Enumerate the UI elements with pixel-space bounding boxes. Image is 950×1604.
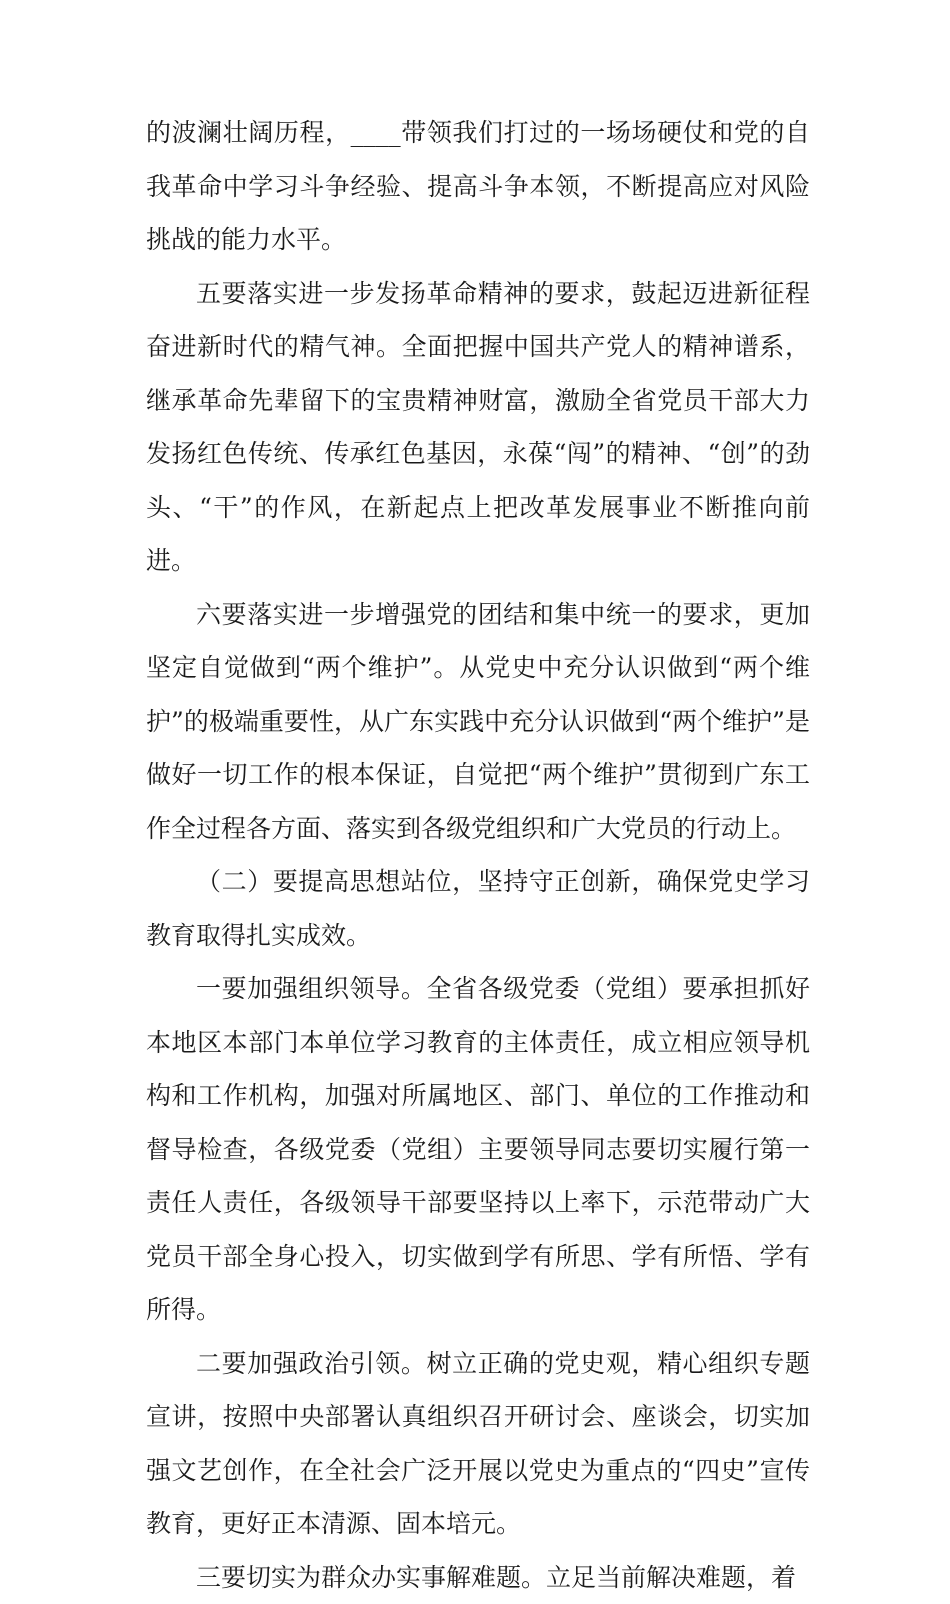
paragraph-organization-leadership: 一要加强组织领导。全省各级党委（党组）要承担抓好本地区本部门本单位学习教育的主体责任，成立相应领导机构和工作机构，加强对所属地区、部门、单位的工作推动和督导检查，各级党委（党组）主要领导同志要切实履行第一责任人责任，各级领导干部要坚持以上率下，示范带动广大党员干部全身心投入，切实做到学有所思、学有所悟、学有所得。 [146, 962, 810, 1337]
section-heading-two: （二）要提高思想站位，坚持守正创新，确保党史学习教育取得扎实成效。 [146, 855, 810, 962]
paragraph-political-guidance: 二要加强政治引领。树立正确的党史观，精心组织专题宣讲，按照中央部署认真组织召开研讨会、座谈会，切实加强文艺创作，在全社会广泛开展以党史为重点的“四史”宣传教育，更好正本清源、固本培元。 [146, 1337, 810, 1551]
paragraph-history-course: 的波澜壮阔历程，____带领我们打过的一场场硬仗和党的自我革命中学习斗争经验、提高斗争本领，不断提高应对风险挑战的能力水平。 [146, 106, 810, 267]
paragraph-serve-masses: 三要切实为群众办实事解难题。立足当前解决难题，着 [146, 1551, 810, 1604]
document-page [146, 106, 810, 1604]
paragraph-revolutionary-spirit: 五要落实进一步发扬革命精神的要求，鼓起迈进新征程奋进新时代的精气神。全面把握中国共产党人的精神谱系，继承革命先辈留下的宝贵精神财富，激励全省党员干部大力发扬红色传统、传承红色基因，永葆“闯”的精神、“创”的劲头、“干”的作风，在新起点上把改革发展事业不断推向前进。 [146, 267, 810, 588]
paragraph-party-unity: 六要落实进一步增强党的团结和集中统一的要求，更加坚定自觉做到“两个维护”。从党史中充分认识做到“两个维护”的极端重要性，从广东实践中充分认识做到“两个维护”是做好一切工作的根本保证，自觉把“两个维护”贯彻到广东工作全过程各方面、落实到各级党组织和广大党员的行动上。 [146, 588, 810, 856]
